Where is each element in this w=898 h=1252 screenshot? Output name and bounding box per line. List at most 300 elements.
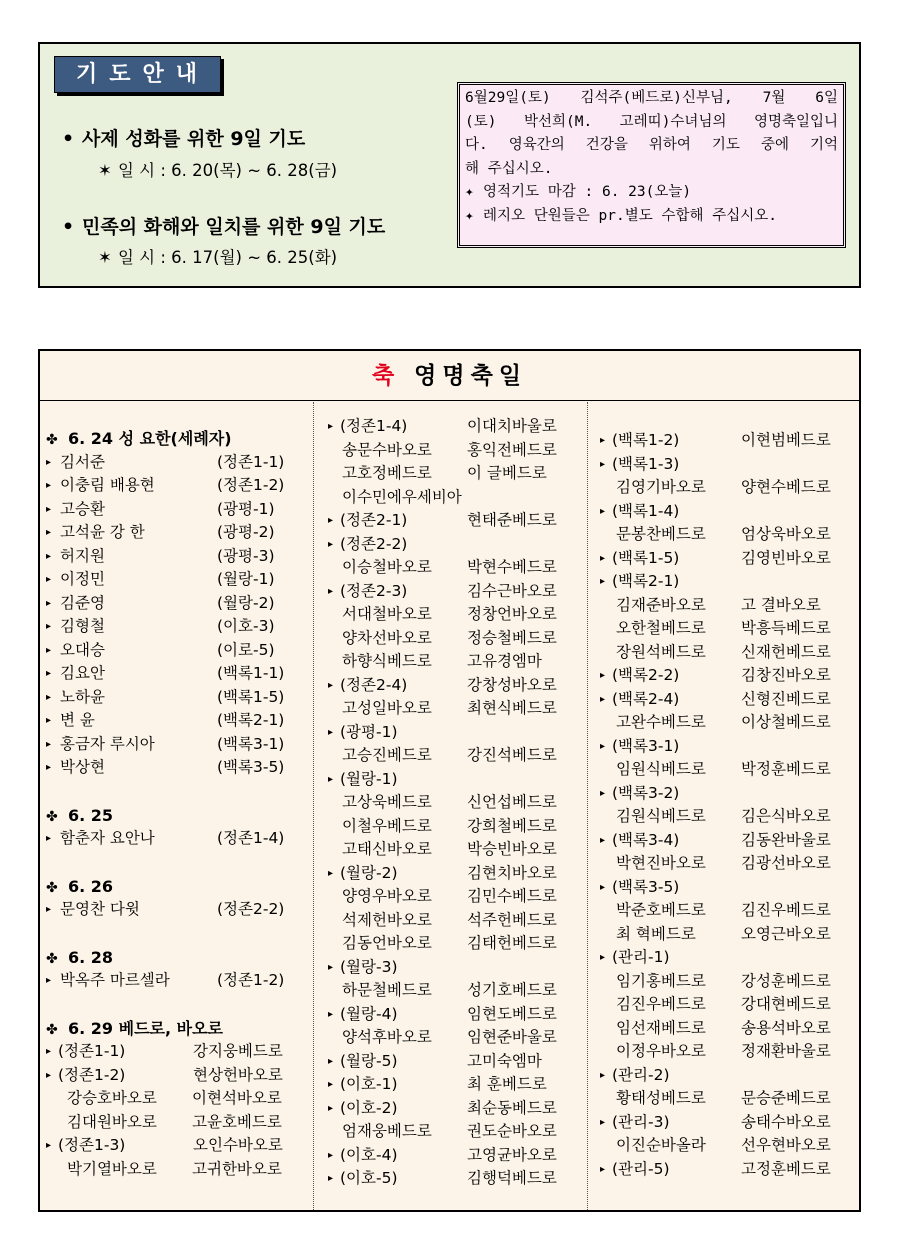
names-row [328,815,580,839]
triangle-icon: ▸ [600,1116,606,1128]
person-name: 이승철바오로 [342,558,432,576]
triangle-icon: ▸ [328,679,334,691]
triangle-icon: ▸ [600,670,606,681]
person-name: 박정훈베드로 [741,760,831,778]
triangle-icon: ▸ [46,456,52,468]
person-entry [46,592,308,616]
person-unit: (백록3-1) [217,734,285,753]
person-name: 박준호베드로 [616,901,706,919]
person-name: 양석후바오로 [342,1028,432,1046]
person-name: 김진우베드로 [741,901,831,919]
feast-title-highlight: 축 [371,363,401,389]
person-name: 문봉찬베드로 [616,525,706,543]
unit-entry [46,1064,308,1088]
unit-entry [328,1097,580,1121]
person-entry [46,521,308,545]
unit-entry [600,664,855,688]
person-name: 임현준바울로 [467,1028,557,1046]
unit-entry [600,500,855,524]
triangle-icon: ▸ [46,975,52,986]
unit-name: (월랑-1) [340,769,398,788]
person-name: 고승환 [60,499,105,518]
triangle-icon: ▸ [328,1102,334,1114]
feast-day-title: 축 영명축일 [40,351,859,401]
person-name: 하문철베드로 [342,981,432,999]
bullet-icon: • [62,128,75,150]
triangle-icon: ▸ [600,1069,606,1081]
person-name: 이진순바올라 [616,1136,706,1154]
person-name: 양차선바오로 [342,628,432,647]
person-name: 서대철바오로 [342,605,432,623]
triangle-icon: ▸ [328,1008,334,1020]
unit-entry [328,533,580,557]
triangle-icon: ▸ [600,505,606,517]
unit-name: (백록1-4) [612,501,680,520]
unit-name: (정존1-2) [58,1065,126,1084]
sparkle-icon: ✦ [465,207,474,224]
unit-entry [328,862,580,886]
names-row [600,758,855,782]
person-name: 이정우바오로 [616,1042,706,1060]
triangle-icon: ▸ [46,715,52,726]
unit-name: (백록3-5) [612,877,680,896]
person-name: 신언섭베드로 [467,793,557,811]
bullet-icon: • [62,216,75,238]
person-name: 오한철베드로 [616,619,706,637]
person-name: 노하윤 [60,687,105,706]
triangle-icon: ▸ [46,597,52,609]
triangle-icon: ▸ [328,867,334,879]
person-name: 고호정베드로 [342,464,432,482]
triangle-icon: ▸ [46,691,52,703]
feast-column-3 [600,429,855,1181]
names-row [328,627,580,651]
person-unit: (백록3-5) [217,758,285,776]
sparkle-icon: ✦ [465,184,474,200]
person-unit: (광평-3) [217,546,275,565]
person-name: 김진우베드로 [616,995,706,1013]
person-name: 이현범베드로 [741,431,831,449]
unit-name: (백록1-5) [612,548,680,567]
person-name: 김영기바오로 [616,478,706,496]
triangle-icon: ▸ [600,834,606,846]
triangle-icon: ▸ [46,833,52,844]
triangle-icon: ▸ [328,726,334,738]
unit-entry [600,782,855,806]
triangle-icon: ▸ [328,1149,334,1161]
person-unit: (백록2-1) [217,711,285,729]
person-name: 이철우베드로 [342,816,432,835]
notice-bullet: ✦ 영적기도 마감 : 6. 23(오늘) [465,181,838,205]
names-row [328,1026,580,1050]
feast-date-heading [46,427,308,451]
prayer-item-title: 사제 성화를 위한 9일 기도 [82,128,306,150]
triangle-icon: ▸ [46,738,52,750]
person-name: 고미숙엠마 [467,1051,542,1070]
triangle-icon: ▸ [46,644,52,656]
person-name: 김요안 [60,664,105,682]
person-entry [46,498,308,522]
person-unit: (백록1-1) [217,664,285,682]
person-entry [46,827,308,851]
person-name: 정재환바울로 [741,1042,831,1060]
person-entry [46,639,308,663]
unit-entry [328,580,580,604]
unit-entry [600,735,855,759]
person-name: 정승철베드로 [467,628,557,647]
person-unit: (월랑-1) [217,570,275,588]
person-name: 선우현바오로 [741,1136,831,1154]
person-name: 현태준베드로 [467,511,557,529]
unit-name: (백록2-1) [612,572,680,590]
person-name: 김대원바오로 [67,1112,157,1131]
names-row [600,1087,855,1111]
names-row [600,970,855,994]
person-name: 고태신바오로 [342,840,432,858]
person-name: 고석윤 강 한 [60,523,145,541]
person-entry [46,474,308,498]
names-row [600,711,855,735]
unit-name: (월랑-2) [340,863,398,882]
person-name: 김행덕베드로 [467,1169,557,1187]
names-row [328,462,580,486]
person-name: 강승호바오로 [67,1089,157,1107]
names-row [600,805,855,829]
person-name: 김동완바울로 [741,830,831,849]
column-divider [587,402,588,1210]
person-name: 권도순바오로 [467,1122,557,1140]
triangle-icon: ▸ [46,574,52,585]
clover-icon: ✤ [46,808,58,825]
triangle-icon: ▸ [46,904,52,915]
names-row [46,1158,308,1182]
person-name: 박상현 [60,758,105,776]
unit-name: (정존2-2) [340,534,408,553]
person-name: 송태수바오로 [741,1112,831,1131]
unit-entry [328,415,580,439]
person-name: 이정민 [60,570,105,588]
triangle-icon: ▸ [328,773,334,785]
feast-date: 6. 25 [68,805,114,825]
names-row [600,852,855,876]
person-entry [46,969,308,993]
unit-entry [46,1134,308,1158]
triangle-icon: ▸ [46,550,52,562]
clover-icon: ✤ [46,432,58,448]
triangle-icon: ▸ [600,458,606,470]
person-name: 김형철 [60,617,105,635]
unit-name: (월랑-5) [340,1051,398,1070]
names-row [600,1134,855,1158]
person-unit: (이호-3) [217,617,275,635]
names-row [328,909,580,933]
unit-entry [328,1144,580,1168]
names-row [328,1120,580,1144]
unit-entry [328,1003,580,1027]
person-name: 박현진바오로 [616,854,706,872]
prayer-item-date: ✶ 일 시 : 6. 20(목) ~ 6. 28(금) [98,161,338,180]
person-name: 이수민에우세비아 [342,487,462,506]
person-entry [46,898,308,922]
names-row [46,1111,308,1135]
feast-date-heading [46,1017,308,1041]
feast-date: 6. 28 [68,947,114,967]
names-row [328,603,580,627]
person-name: 송문수바오로 [342,440,432,459]
person-name: 김준영 [60,593,105,612]
names-row [328,932,580,956]
unit-name: (정존2-4) [340,675,408,694]
names-row [600,523,855,547]
person-unit: (이로-5) [217,640,275,659]
unit-entry [328,956,580,980]
person-name: 허지원 [60,546,105,565]
person-name: 최현식베드로 [467,699,557,717]
unit-name: (이호-5) [340,1169,398,1187]
triangle-icon: ▸ [600,1163,606,1175]
names-row [600,617,855,641]
spacer [46,922,308,946]
person-unit: (월랑-2) [217,593,275,612]
unit-name: (백록3-1) [612,736,680,755]
unit-entry [600,829,855,853]
person-name: 석제헌바오로 [342,910,432,929]
triangle-icon: ▸ [600,576,606,587]
person-name: 홍금자 루시아 [60,734,155,753]
person-unit: (광평-2) [217,523,275,541]
person-name: 문영찬 다윗 [60,900,140,918]
triangle-icon: ▸ [600,881,606,893]
feast-date: 6. 29 베드로, 바오로 [68,1018,224,1038]
triangle-icon: ▸ [46,668,52,679]
names-row [600,899,855,923]
person-name: 이 글베드로 [467,464,547,482]
triangle-icon: ▸ [46,527,52,538]
person-name: 변 윤 [60,711,95,729]
person-entry [46,615,308,639]
person-name: 고성일바오로 [342,699,432,717]
names-row [328,979,580,1003]
person-name: 송용석바오로 [741,1018,831,1037]
person-name: 강대현베드로 [741,995,831,1013]
names-row [328,838,580,862]
person-name: 엄상욱바오로 [741,525,831,543]
person-name: 임원식베드로 [616,760,706,778]
triangle-icon: ▸ [328,538,334,550]
person-name: 하향식베드로 [342,652,432,670]
clover-icon: ✤ [46,879,58,896]
person-name: 김태헌베드로 [467,934,557,952]
unit-entry [600,876,855,900]
unit-entry [600,688,855,712]
person-name: 고승진베드로 [342,746,432,764]
person-name: 현상헌바오로 [193,1065,283,1084]
triangle-icon: ▸ [328,585,334,597]
spacer [46,851,308,875]
unit-entry [328,509,580,533]
unit-entry [328,1073,580,1097]
person-name: 이충림 배용현 [60,476,155,494]
names-row [328,791,580,815]
names-row [600,993,855,1017]
person-name: 최 혁베드로 [616,924,696,943]
unit-entry [328,721,580,745]
names-row [46,1087,308,1111]
unit-entry [600,453,855,477]
person-name: 이대치바울로 [467,417,557,435]
unit-name: (정존1-4) [340,417,408,435]
unit-name: (이호-2) [340,1098,398,1117]
unit-name: (광평-1) [340,722,398,741]
person-unit: (정존1-2) [217,971,285,989]
unit-name: (백록2-4) [612,689,680,708]
triangle-icon: ▸ [600,693,606,705]
person-name: 임선재베드로 [616,1018,706,1037]
unit-name: (백록1-3) [612,454,680,473]
unit-name: (이호-1) [340,1075,398,1093]
feast-date-heading [46,804,308,828]
names-row [600,641,855,665]
person-entry [46,568,308,592]
person-name: 강진석베드로 [467,746,557,764]
person-name: 김원식베드로 [616,807,706,825]
clover-icon: ✤ [46,950,58,967]
person-entry [46,451,308,475]
names-row [328,744,580,768]
feast-date: 6. 26 [68,876,114,896]
prayer-guide-box [38,42,861,288]
person-name: 강창성바오로 [467,675,557,694]
person-entry [46,662,308,686]
person-name: 엄재웅베드로 [342,1122,432,1140]
person-name: 오영근바오로 [741,924,831,943]
person-name: 고정훈베드로 [741,1159,831,1178]
person-entry [46,686,308,710]
triangle-icon: ▸ [328,961,334,973]
triangle-icon: ▸ [600,552,606,564]
unit-entry [600,946,855,970]
unit-entry [600,1158,855,1182]
triangle-icon: ▸ [46,762,52,773]
unit-name: (정존2-1) [340,511,408,529]
person-name: 신형진베드로 [741,689,831,708]
names-row [328,650,580,674]
triangle-icon: ▸ [328,1173,334,1184]
person-name: 신재헌베드로 [741,642,831,661]
triangle-icon: ▸ [46,503,52,515]
person-name: 성기호베드로 [467,981,557,999]
triangle-icon: ▸ [328,421,334,432]
person-name: 정창언바오로 [467,605,557,623]
names-row [600,1017,855,1041]
unit-name: (백록3-2) [612,783,680,802]
person-name: 이상철베드로 [741,713,831,731]
triangle-icon: ▸ [328,1079,334,1090]
person-name: 강희철베드로 [467,816,557,835]
unit-entry [600,1064,855,1088]
person-entry [46,756,308,780]
unit-entry [600,547,855,571]
triangle-icon: ▸ [46,1140,52,1151]
person-name: 김광선바오로 [741,854,831,872]
unit-entry [328,674,580,698]
unit-entry [46,1040,308,1064]
star-icon: ✶ [98,161,112,180]
person-name: 홍익전베드로 [467,440,557,459]
unit-name: (이호-4) [340,1145,398,1164]
person-name: 고완수베드로 [616,713,706,731]
person-name: 황태성베드로 [616,1089,706,1107]
person-name: 박기열바오로 [67,1159,157,1178]
unit-name: (백록1-2) [612,431,680,449]
prayer-item-priest [62,124,305,151]
person-name: 고윤호베드로 [192,1112,282,1131]
triangle-icon: ▸ [46,480,52,491]
names-row [600,594,855,618]
person-name: 김영빈바오로 [741,548,831,567]
feast-day-box [38,349,861,1212]
person-name: 김수근바오로 [467,581,557,600]
triangle-icon: ▸ [600,952,606,963]
unit-name: (정존1-1) [58,1042,126,1060]
prayer-item-date: ✶ 일 시 : 6. 17(월) ~ 6. 25(화) [98,248,338,267]
clover-icon: ✤ [46,1021,58,1038]
person-unit: (정존1-4) [217,829,285,847]
feast-date: 6. 24 성 요한(세례자) [68,429,232,448]
triangle-icon: ▸ [46,621,52,632]
person-name: 문승준베드로 [741,1089,831,1107]
person-name: 최 훈베드로 [467,1075,547,1093]
unit-name: (정존2-3) [340,581,408,600]
triangle-icon: ▸ [46,1046,52,1057]
person-name: 김서준 [60,452,105,471]
person-unit: (광평-1) [217,499,275,518]
unit-name: (관리-5) [612,1159,670,1178]
notice-bullet: ✦ 레지오 단원들은 pr.별도 수합해 주십시오. [465,205,838,229]
unit-name: (관리-1) [612,948,670,966]
person-name: 박현수베드로 [467,558,557,576]
person-name: 김재준바오로 [616,595,706,614]
person-entry [46,709,308,733]
person-name: 임현도베드로 [467,1004,557,1023]
column-divider [313,402,314,1210]
triangle-icon: ▸ [600,787,606,799]
person-name: 고 결바오로 [741,595,821,614]
person-name: 강성훈베드로 [741,971,831,990]
person-name: 김동언바오로 [342,934,432,952]
star-icon: ✶ [98,248,112,267]
feast-date-heading [46,875,308,899]
person-name: 고영균바오로 [467,1145,557,1164]
feast-column-2 [328,415,580,1191]
names-row [328,486,580,510]
unit-name: (관리-2) [612,1065,670,1084]
unit-entry [328,1167,580,1191]
names-row [600,923,855,947]
person-name: 오인수바오로 [193,1136,283,1154]
person-entry [46,733,308,757]
names-row [328,885,580,909]
person-name: 양영우바오로 [342,887,432,905]
person-name: 김민수베드로 [467,887,557,905]
unit-name: (월랑-3) [340,957,398,976]
person-name: 김은식바오로 [741,807,831,825]
unit-entry [328,1050,580,1074]
feast-notice: 6월29일(토) 김석주(베드로)신부님, 7월 6일 (토) 박선희(M. 고레띠)수녀님의 영명축일입니 다. 영육간의 건강을 위하여 기도 중에 기억 해 주십시오. ✦ 영적기도 마감 : 6. 23(오늘) ✦ 레지오 단원들은 pr.별도 수합해 주십시오. [457,82,846,248]
unit-name: (관리-3) [612,1112,670,1131]
person-name: 오대승 [60,640,105,659]
person-name: 최순동베드로 [467,1098,557,1117]
